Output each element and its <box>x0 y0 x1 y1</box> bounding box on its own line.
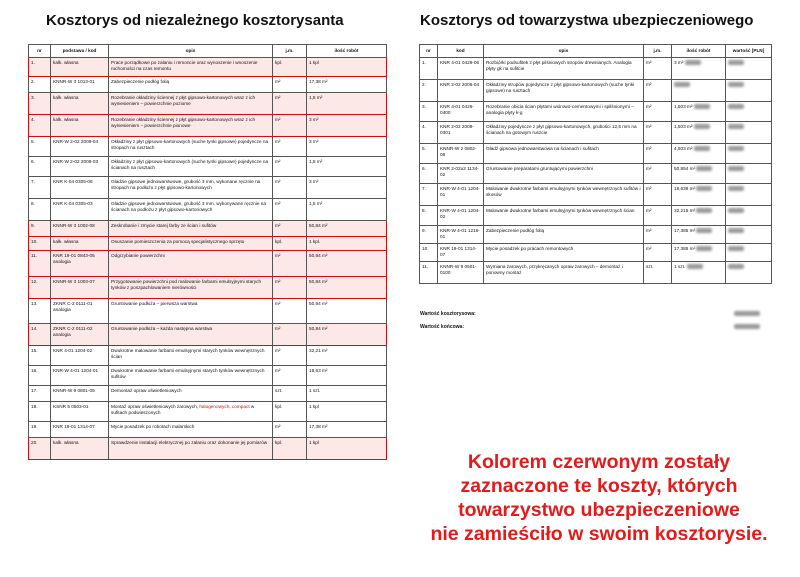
table-row <box>420 243 772 261</box>
row-description: Prace porządkowe po zalaniu i remoncie oraz wynoszenie i wnoszenie ruchomości na czas remontu <box>109 57 273 76</box>
row-quantity <box>672 243 726 261</box>
redacted-value <box>728 264 744 269</box>
redacted-value <box>728 208 744 213</box>
row-quantity: 1,5 m² <box>307 92 387 114</box>
row-description: Dwukrotne malowanie farbami emulsyjnymi starych tynków wewnętrznych ścian <box>109 345 273 365</box>
row-description: Malowanie dwukrotne farbami emulsyjnymi tynków wewnętrznych sufitów i skosów <box>484 183 644 205</box>
row-quantity: 1 kpl. <box>307 236 387 250</box>
redacted-value <box>696 228 712 233</box>
row-code: KNR-W 4-01 1216-01 <box>438 225 484 243</box>
row-value <box>726 163 772 183</box>
row-unit: m² <box>273 276 307 298</box>
row-number: 1. <box>420 57 438 79</box>
row-quantity <box>672 261 726 283</box>
redacted-value <box>687 264 703 269</box>
col-header-value: wartość [PLN] <box>726 45 772 58</box>
row-unit: m² <box>644 205 672 225</box>
row-number: 4. <box>29 114 51 136</box>
quantity-text: 1 szt. <box>674 263 686 269</box>
table-header-row <box>420 45 772 58</box>
row-description: Gruntowanie podłoża – każda następna warstwa <box>109 323 273 345</box>
row-description: Dwukrotne malowanie farbami emulsyjnymi starych tynków wewnętrznych sufitów <box>109 365 273 385</box>
col-header-code: podstawa / kod <box>51 45 109 58</box>
redacted-value <box>694 124 710 129</box>
row-number: 6. <box>29 156 51 176</box>
row-quantity: 3 m² <box>307 114 387 136</box>
row-number: 9. <box>420 225 438 243</box>
row-code: kalk. własna <box>51 57 109 76</box>
row-description: Odgrzybianie powierzchni <box>109 250 273 276</box>
estimated-value-row <box>420 311 770 317</box>
row-code: KNR-W 2-02 2008-04 <box>51 136 109 156</box>
redacted-value <box>696 186 712 191</box>
redacted-value <box>728 60 744 65</box>
row-number: 14. <box>29 323 51 345</box>
row-code: KNNR-W 9 0801-05 <box>51 385 109 401</box>
table-row <box>420 163 772 183</box>
quantity-text: 18,639 m² <box>674 185 696 191</box>
redacted-value <box>728 228 744 233</box>
row-description: Gładź gipsowa jednowarstwowa na ścianach i sufitach <box>484 143 644 163</box>
col-header-code: kod <box>438 45 484 58</box>
row-code: KNR-W 2-02 2008-03 <box>51 156 109 176</box>
row-description: Gruntowanie podłoża – pierwsza warstwa <box>109 298 273 323</box>
table-row <box>29 385 387 401</box>
row-code: KNNR-W 3 1003-07 <box>51 276 109 298</box>
row-code: KSNR 5 0503-01 <box>51 401 109 421</box>
row-unit: kpl. <box>273 401 307 421</box>
row-value <box>726 121 772 143</box>
row-unit: szt. <box>644 261 672 283</box>
col-header-nr: nr <box>29 45 51 58</box>
description-text: Montaż opraw oświetleniowych żarowych, <box>111 403 200 409</box>
row-code: kalk. własna <box>51 92 109 114</box>
row-unit: m² <box>273 421 307 437</box>
redacted-value <box>728 82 744 87</box>
row-description: Sprawdzenie instalacji elektrycznej po zalaniu oraz dokonanie jej pomiarów <box>109 437 273 459</box>
row-quantity: 50,84 m² <box>307 298 387 323</box>
row-quantity <box>672 143 726 163</box>
quantity-text: 17,385 m² <box>674 227 696 233</box>
row-quantity: 50,84 m² <box>307 323 387 345</box>
table-row <box>420 205 772 225</box>
col-header-description: opis <box>484 45 644 58</box>
table-row <box>420 143 772 163</box>
col-header-unit: j.m. <box>644 45 672 58</box>
row-quantity: 1 kpl <box>307 401 387 421</box>
row-unit: m² <box>644 183 672 205</box>
left-estimate-title: Kosztorys od niezależnego kosztorysanta <box>46 12 344 29</box>
row-quantity: 50,84 m² <box>307 276 387 298</box>
row-quantity: 17,38 m² <box>307 76 387 92</box>
redacted-value <box>694 146 710 151</box>
row-description: Okładziny pojedyncze z płyt gipsowo-kartonowych, grubości 12,5 mm na ścianach na gotowym ruszcie <box>484 121 644 143</box>
row-number: 10. <box>420 243 438 261</box>
col-header-description: opis <box>109 45 273 58</box>
table-row <box>29 236 387 250</box>
row-unit: m² <box>273 298 307 323</box>
row-code: KNR 19-01 1314-07 <box>51 421 109 437</box>
table-header-row <box>29 45 387 58</box>
row-code: KNR 19-01 0843-05 analogia <box>51 250 109 276</box>
row-quantity: 1 szt. <box>307 385 387 401</box>
row-unit: kpl. <box>273 236 307 250</box>
row-quantity <box>672 121 726 143</box>
row-quantity <box>672 183 726 205</box>
row-code: KNR-W 4-01 1204-02 <box>438 205 484 225</box>
row-quantity: 50,84 m² <box>307 220 387 236</box>
row-description: Rozebranie obicia ścian płytami wiórowo-cementowymi i spilśnionymi – analogia płyty k-g <box>484 101 644 121</box>
row-description: Malowanie dwukrotne farbami emulsyjnymi tynków wewnętrznych ścian <box>484 205 644 225</box>
row-quantity <box>672 225 726 243</box>
redacted-value <box>728 124 744 129</box>
row-unit: m² <box>273 176 307 198</box>
row-description: Przygotowanie powierzchni pod malowanie farbami emulsyjnymi starych tynków z poszpachlowaniem nierówności <box>109 276 273 298</box>
row-number: 13. <box>29 298 51 323</box>
row-description: Demontaż opraw oświetleniowych <box>109 385 273 401</box>
row-description: Okładziny z płyt gipsowo-kartonowych (suche tynki gipsowe) pojedyncze na ścianach na rusztach <box>109 156 273 176</box>
row-number: 16. <box>29 365 51 385</box>
row-quantity: 3 m² <box>307 136 387 156</box>
row-number: 1. <box>29 57 51 76</box>
table-row <box>29 365 387 385</box>
row-value <box>726 183 772 205</box>
row-quantity <box>672 79 726 101</box>
row-description: Zabezpieczenie podłóg folią <box>484 225 644 243</box>
row-number: 8. <box>29 198 51 220</box>
col-header-nr: nr <box>420 45 438 58</box>
table-row <box>420 57 772 79</box>
row-code: KNR 4-01 1204-02 <box>51 345 109 365</box>
row-value <box>726 143 772 163</box>
row-code: KNR K-04 0305-06 <box>51 176 109 198</box>
row-unit: kpl. <box>273 57 307 76</box>
row-code: KNR 2-02 2006-04 <box>438 79 484 101</box>
redacted-value <box>728 166 744 171</box>
row-description: Rozebranie okładziny ściennej z płyt gipsowo-kartonowych wraz z ich wyniesieniem – powierzchnie pionowe <box>109 114 273 136</box>
row-number: 2. <box>29 76 51 92</box>
row-unit: m² <box>644 79 672 101</box>
row-number: 7. <box>29 176 51 198</box>
row-description: Mycie posadzek po robotach malarskich <box>109 421 273 437</box>
row-code: KNNR-W 2 0802-06 <box>438 143 484 163</box>
row-unit: m² <box>273 365 307 385</box>
independent-estimate-table <box>28 44 387 460</box>
insurer-estimate-table <box>419 44 772 284</box>
table-row <box>29 250 387 276</box>
row-unit: m² <box>273 323 307 345</box>
final-value-label: Wartość końcowa: <box>420 324 464 330</box>
row-number: 6. <box>420 163 438 183</box>
redacted-value <box>696 208 712 213</box>
row-quantity: 50,84 m² <box>307 250 387 276</box>
row-number: 7. <box>420 183 438 205</box>
row-number: 2. <box>420 79 438 101</box>
row-description: Rozbiórki podsufitek z płyt pilśniowych stropów drewnianych. Analogia płyty gk na sufitcie <box>484 57 644 79</box>
row-quantity: 18,63 m² <box>307 365 387 385</box>
row-code: KNNR-W 3 1002-08 <box>51 220 109 236</box>
row-unit: m² <box>273 198 307 220</box>
redacted-value <box>696 166 712 171</box>
row-unit: m² <box>644 163 672 183</box>
note-line: Kolorem czerwonym zostały <box>467 451 731 473</box>
description-highlight-text: halogenowych, compact <box>199 403 250 409</box>
row-quantity <box>672 101 726 121</box>
row-quantity: 17,38 m² <box>307 421 387 437</box>
row-code: kalk. własna <box>51 114 109 136</box>
table-row <box>420 79 772 101</box>
row-quantity: 1 kpl <box>307 437 387 459</box>
col-header-quantity: ilość robót <box>307 45 387 58</box>
row-description: Zeskrobanie i zmycie starej farby ze ścian i sufitów <box>109 220 273 236</box>
row-code: KNR-W 4-01 1204-01 <box>51 365 109 385</box>
row-unit: m² <box>644 143 672 163</box>
row-description: Okładziny z płyt gipsowo-kartonowych (suche tynki gipsowe) pojedyncze na stropach na ruszt​ach <box>109 136 273 156</box>
description-text: w sufitach podwieszonych <box>111 403 255 415</box>
row-quantity <box>672 205 726 225</box>
table-row <box>420 225 772 243</box>
note-line: zaznaczone te koszty, których <box>460 475 738 497</box>
row-quantity: 32,21 m² <box>307 345 387 365</box>
row-description: Gładzie gipsowe jednowarstwowe, grubość 3 mm, wykonywane ręcznie na ścianach na podłożu z płyt gipsowo-kartonowych <box>109 198 273 220</box>
table-row <box>29 92 387 114</box>
row-unit: m² <box>644 225 672 243</box>
row-number: 9. <box>29 220 51 236</box>
col-header-quantity: ilość robót <box>672 45 726 58</box>
row-number: 5. <box>420 143 438 163</box>
row-code: KNNR-W 9 0501-0100 <box>438 261 484 283</box>
redacted-value <box>694 104 710 109</box>
final-value-row <box>420 324 770 330</box>
redacted-value <box>674 82 690 87</box>
row-description: Gruntowanie preparatami gruntującymi powierzchni <box>484 163 644 183</box>
row-number: 4. <box>420 121 438 143</box>
table-row <box>29 76 387 92</box>
redacted-value <box>728 246 744 251</box>
row-code: KNR 19-01 1314-07 <box>438 243 484 261</box>
redacted-value <box>734 324 760 329</box>
col-header-unit: j.m. <box>273 45 307 58</box>
table-row <box>29 198 387 220</box>
table-row <box>29 421 387 437</box>
row-number: 3. <box>29 92 51 114</box>
row-quantity: 3 m² <box>307 176 387 198</box>
row-value <box>726 205 772 225</box>
table-row <box>420 121 772 143</box>
redacted-value <box>728 146 744 151</box>
row-code: KNR 4-01 0426-0400 <box>438 101 484 121</box>
row-number: 12. <box>29 276 51 298</box>
row-unit: m² <box>644 243 672 261</box>
table-row <box>29 276 387 298</box>
table-row <box>29 345 387 365</box>
quantity-text: 4,503 m² <box>674 145 693 151</box>
row-description: Zabezpieczenie podłóg folią <box>109 76 273 92</box>
row-code: kalk. własna <box>51 236 109 250</box>
redacted-value <box>696 246 712 251</box>
row-unit: m² <box>273 136 307 156</box>
table-row <box>29 323 387 345</box>
row-number: 8. <box>420 205 438 225</box>
row-code: KNR 2-02 2008-0301 <box>438 121 484 143</box>
row-value <box>726 243 772 261</box>
right-estimate-title: Kosztorys od towarzystwa ubezpieczeniowego <box>420 12 754 29</box>
row-code: KNR 4-01 0429-06 <box>438 57 484 79</box>
table-row <box>29 136 387 156</box>
row-unit: m² <box>273 250 307 276</box>
quantity-text: 17,385 m² <box>674 245 696 251</box>
row-unit: m² <box>644 57 672 79</box>
row-value <box>726 261 772 283</box>
row-code: KNR K-04 0305-03 <box>51 198 109 220</box>
row-number: 11. <box>29 250 51 276</box>
row-number: 18. <box>29 401 51 421</box>
quantity-text: 50,854 m² <box>674 165 696 171</box>
row-value <box>726 101 772 121</box>
row-value <box>726 57 772 79</box>
table-row <box>29 176 387 198</box>
row-number: 10. <box>29 236 51 250</box>
row-code: KNR 2-02u2 1134-02 <box>438 163 484 183</box>
row-number: 5. <box>29 136 51 156</box>
quantity-text: 3 m² <box>674 59 684 65</box>
row-unit: m² <box>273 220 307 236</box>
row-unit: kpl. <box>273 437 307 459</box>
row-description: Mycie posadzek po pracach remontowych <box>484 243 644 261</box>
quantity-text: 1,503 m² <box>674 123 693 129</box>
row-unit: m² <box>273 114 307 136</box>
row-quantity: 1,5 m² <box>307 198 387 220</box>
row-number: 3. <box>420 101 438 121</box>
estimated-value-label: Wartość kosztorysowa: <box>420 311 476 317</box>
row-unit: m² <box>644 121 672 143</box>
table-row <box>29 437 387 459</box>
note-line: nie zamieściło w swoim kosztorysie. <box>430 523 768 545</box>
note-line: towarzystwo ubezpieczeniowe <box>458 499 740 521</box>
row-value <box>726 225 772 243</box>
row-quantity <box>672 163 726 183</box>
row-unit: m² <box>273 76 307 92</box>
row-number: 11. <box>420 261 438 283</box>
table-row <box>420 183 772 205</box>
table-row <box>29 401 387 421</box>
row-code: ZKNR C-2 0111-02 analogia <box>51 323 109 345</box>
row-description: Gładzie gipsowe jednowarstwowe, grubość 3 mm, wykonane ręcznie na stropach na podłożu z płyt gipsowo-kartonowych <box>109 176 273 198</box>
row-description <box>109 401 273 421</box>
row-quantity: 1,5 m² <box>307 156 387 176</box>
row-code: ZKNR C-2 0111-01 analogia <box>51 298 109 323</box>
redacted-value <box>728 104 744 109</box>
row-code: KNNR-W 3 1013-01 <box>51 76 109 92</box>
row-number: 17. <box>29 385 51 401</box>
row-number: 15. <box>29 345 51 365</box>
table-row <box>420 101 772 121</box>
redacted-value <box>734 311 760 316</box>
redacted-value <box>728 186 744 191</box>
table-row <box>29 298 387 323</box>
red-highlight-note <box>405 450 793 546</box>
table-row <box>29 220 387 236</box>
row-description: Wymiana żarowych, przykręcanych opraw żarowych – demontaż i ponowny montaż <box>484 261 644 283</box>
row-unit: m² <box>644 101 672 121</box>
row-number: 20. <box>29 437 51 459</box>
row-quantity: 1 kpl <box>307 57 387 76</box>
row-unit: m² <box>273 156 307 176</box>
row-value <box>726 79 772 101</box>
row-unit: szt. <box>273 385 307 401</box>
quantity-text: 1,503 m² <box>674 103 693 109</box>
table-row <box>29 114 387 136</box>
row-description: Osuszanie pomieszczenia za pomocą specjalistycznego sprzętu <box>109 236 273 250</box>
row-quantity <box>672 57 726 79</box>
row-code: kalk. własna <box>51 437 109 459</box>
row-unit: m² <box>273 92 307 114</box>
row-number: 19. <box>29 421 51 437</box>
redacted-value <box>685 60 701 65</box>
table-row <box>29 156 387 176</box>
row-unit: m² <box>273 345 307 365</box>
row-description: Rozebranie okładziny ściennej z płyt gipsowo-kartonowych wraz z ich wyniesieniem – powierzchnie poziome <box>109 92 273 114</box>
row-code: KNR-W 4-01 1204-01 <box>438 183 484 205</box>
row-description: Okładziny stropów pojedyncze z płyt gipsowo-kartonowych (suche tynki gipsowe) na rusztach <box>484 79 644 101</box>
quantity-text: 32,215 m² <box>674 207 696 213</box>
table-row <box>29 57 387 76</box>
table-row <box>420 261 772 283</box>
